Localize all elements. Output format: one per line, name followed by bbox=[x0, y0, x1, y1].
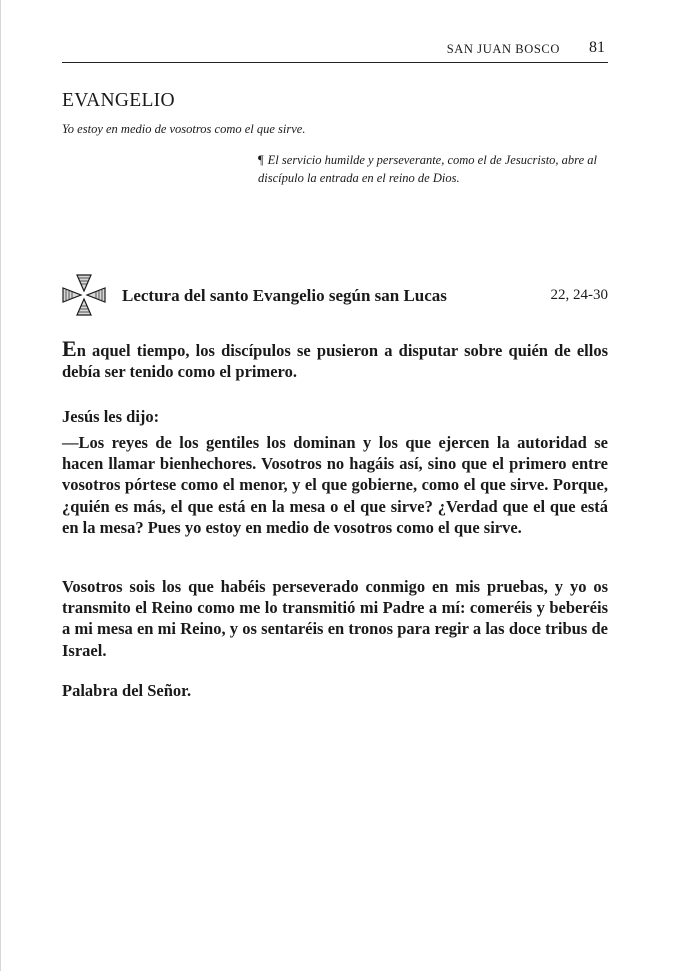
page-number: 81 bbox=[589, 39, 605, 56]
page-edge-line bbox=[0, 0, 1, 971]
reading-reference: 22, 24-30 bbox=[550, 287, 608, 303]
reading-title: Lectura del santo Evangelio según san Lucas bbox=[122, 286, 447, 305]
paragraph-4: Vosotros sois los que habéis perseverado conmigo en mis pruebas, y yo os transmito el Reino como me lo transmitió mi Padre a mí: comeréis y beberéis a mi mesa en mi Reino, y os sentaréis en tronos para regir a las doce tribus de Israel. bbox=[62, 577, 608, 660]
paragraph-2: Jesús les dijo: bbox=[62, 407, 160, 426]
section-title: EVANGELIO bbox=[62, 90, 175, 111]
summary-text: El servicio humilde y perseverante, como el de Jesucristo, abre al discípulo la entrada en el reino de Dios. bbox=[258, 153, 597, 185]
antiphon: Yo estoy en medio de vosotros como el que sirve. bbox=[62, 122, 306, 136]
paragraph-1-text: n aquel tiempo, los discípulos se pusieron a disputar sobre quién de ellos debía ser tenido como el primero. bbox=[62, 341, 608, 382]
paragraph-3: —Los reyes de los gentiles los dominan y los que ejercen la autoridad se hacen llamar bienhechores. Vosotros no hagáis así, sino que el primero entre vosotros pórtese como el menor, y el que gobierne, como el que sirve. Porque, ¿quién es más, el que está en la mesa o el que sirve? ¿Verdad que el que está en la mesa? Pues yo estoy en medio de vosotros como el que sirve. bbox=[62, 433, 608, 537]
cross-icon bbox=[62, 274, 106, 316]
running-title: SAN JUAN BOSCO bbox=[446, 42, 560, 56]
running-header bbox=[62, 40, 608, 63]
closing-acclamation: Palabra del Señor. bbox=[62, 681, 192, 700]
initial-letter: E bbox=[62, 336, 77, 361]
summary bbox=[258, 151, 608, 187]
pilcrow-mark: ¶ bbox=[258, 153, 264, 167]
paragraph-1 bbox=[62, 336, 608, 382]
